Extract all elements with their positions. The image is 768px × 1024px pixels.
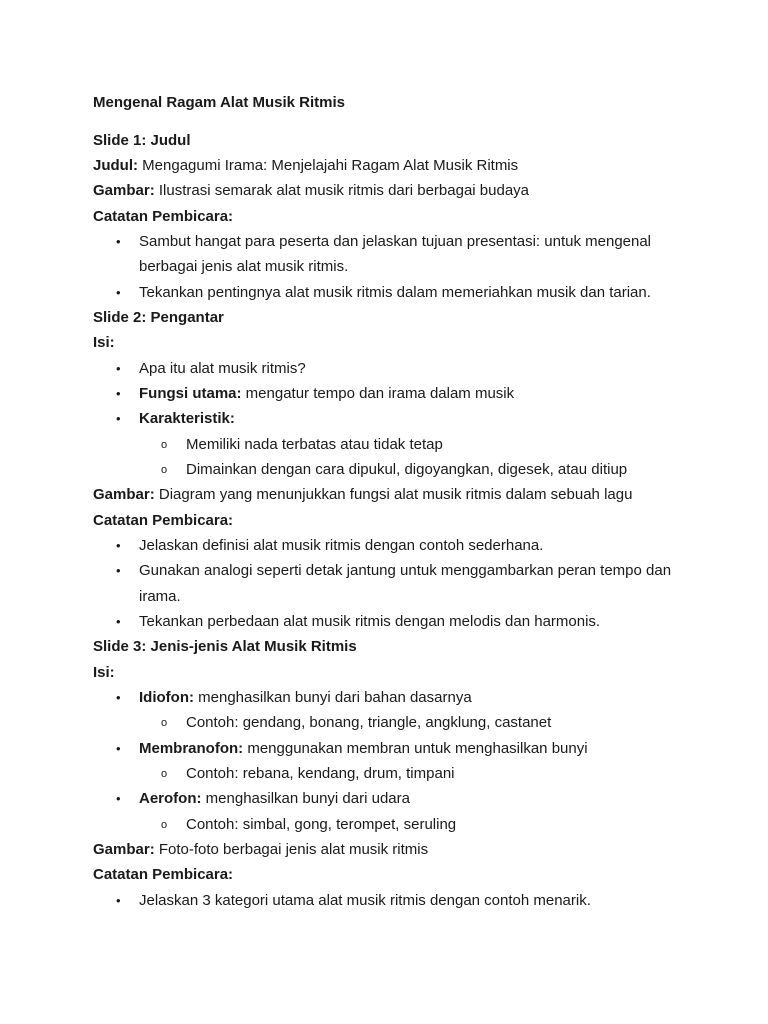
circle-bullet-icon: o [161,717,168,730]
gambar-value: Diagram yang menunjukkan fungsi alat musik ritmis dalam sebuah lagu [154,486,633,504]
bullet-icon: • [116,385,121,401]
example-text: Contoh: gendang, bonang, triangle, angklung, castanet [186,714,552,732]
type-value: menggunakan membran untuk menghasilkan bunyi [243,739,588,757]
gambar-value: Foto-foto berbagai jenis alat musik ritmis [154,841,429,859]
slide1-catatan-label: Catatan Pembicara: [93,207,234,225]
bullet-icon: • [116,233,121,249]
list-item [93,381,713,406]
list-item [93,786,713,811]
note-text: Sambut hangat para peserta dan jelaskan tujuan presentasi: untuk mengenal berbagai jenis alat musik ritmis. [139,232,652,276]
item-label: Fungsi utama: [139,384,242,402]
list-item [93,533,713,558]
list-item [93,406,713,431]
item-text: Apa itu alat musik ritmis? [139,359,306,377]
sub-list-item [93,710,713,735]
circle-bullet-icon: o [161,463,168,476]
sub-item-text: Memiliki nada terbatas atau tidak tetap [186,435,443,453]
slide2-gambar [93,482,713,507]
slide2-catatan-label: Catatan Pembicara: [93,511,234,529]
type-value: menghasilkan bunyi dari bahan dasarnya [193,689,472,707]
bullet-icon: • [116,740,121,756]
slide2-heading: Slide 2: Pengantar [93,308,224,326]
gambar-label: Gambar: [93,841,155,859]
judul-label: Judul: [93,156,138,174]
sub-item-text: Dimainkan dengan cara dipukul, digoyangkan, digesek, atau ditiup [186,460,628,478]
slide1-judul [93,153,713,178]
document-title: Mengenal Ragam Alat Musik Ritmis [93,94,345,111]
sub-list-item [93,812,713,837]
bullet-icon: • [116,563,121,579]
sub-list-item [93,432,713,457]
bullet-icon: • [116,690,121,706]
slide2-isi-label: Isi: [93,334,115,352]
judul-value: Mengagumi Irama: Menjelajahi Ragam Alat Musik Ritmis [138,156,519,174]
list-item [93,888,713,913]
circle-bullet-icon: o [161,768,168,781]
bullet-icon: • [116,791,121,807]
list-item [93,685,713,710]
example-text: Contoh: rebana, kendang, drum, timpani [186,765,455,783]
slide3-heading: Slide 3: Jenis-jenis Alat Musik Ritmis [93,638,357,656]
gambar-label: Gambar: [93,182,155,200]
note-text: Jelaskan 3 kategori utama alat musik ritmis dengan contoh menarik. [139,891,591,909]
note-text: Tekankan perbedaan alat musik ritmis dengan melodis dan harmonis. [139,613,601,631]
bullet-icon: • [116,892,121,908]
gambar-value: Ilustrasi semarak alat musik ritmis dari berbagai budaya [154,182,530,200]
slide1-heading: Slide 1: Judul [93,131,191,149]
note-text: Tekankan pentingnya alat musik ritmis dalam memeriahkan musik dan tarian. [139,283,651,301]
gambar-label: Gambar: [93,486,155,504]
slide3-isi-label: Isi: [93,663,115,681]
slide3-gambar [93,837,713,862]
slide3-catatan-label: Catatan Pembicara: [93,866,234,884]
bullet-icon: • [116,538,121,553]
list-item [93,609,713,634]
item-value: mengatur tempo dan irama dalam musik [241,384,515,402]
item-label: Karakteristik: [139,410,235,428]
type-label: Idiofon: [139,689,194,707]
bullet-icon: • [116,360,121,376]
bullet-icon: • [116,411,121,427]
list-item [93,280,713,305]
sub-list-item [93,457,713,482]
example-text: Contoh: simbal, gong, terompet, seruling [186,815,457,833]
document-page [93,90,713,913]
bullet-icon: • [116,284,121,300]
type-label: Membranofon: [139,739,244,757]
sub-list-item [93,761,713,786]
list-item [93,558,713,609]
list-item [93,229,713,280]
type-label: Aerofon: [139,790,202,808]
list-item [93,356,713,381]
note-text: Gunakan analogi seperti detak jantung untuk menggambarkan peran tempo dan irama. [139,562,672,605]
list-item [93,736,713,761]
type-value: menghasilkan bunyi dari udara [201,790,410,808]
bullet-icon: • [116,614,121,630]
slide1-gambar [93,178,713,203]
circle-bullet-icon: o [161,818,168,831]
circle-bullet-icon: o [161,438,168,451]
note-text: Jelaskan definisi alat musik ritmis dengan contoh sederhana. [139,537,544,554]
